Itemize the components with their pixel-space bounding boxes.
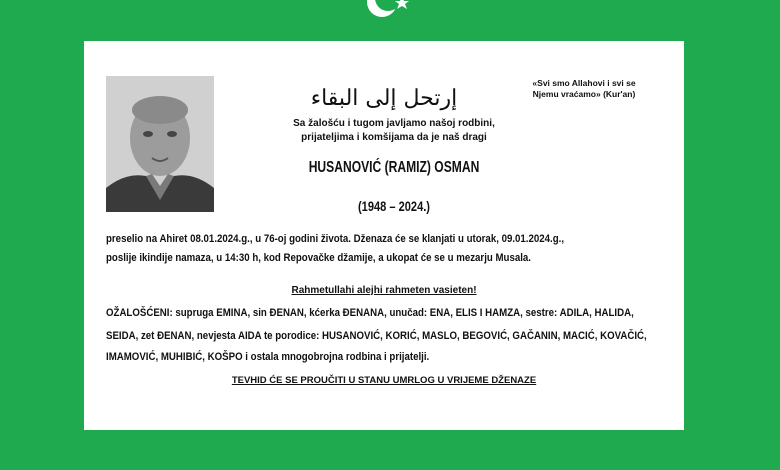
calligraphy-text: إرتحل إلى البقاء [310,86,458,111]
arabic-calligraphy [310,77,458,117]
quote-line-2: Njemu vraćamo» (Kur'an) [532,89,636,99]
blessing-label: Rahmetullahi alejhi rahmeten vasieten! [291,285,477,296]
deceased-years: (1948 – 2024.) [357,199,431,214]
obituary-card [84,41,684,430]
quote-line-1: «Svi smo Allahovi i svi se [532,78,636,88]
announcement-line-2: poslije ikindije namaza, u 14:30 h, kod Repovačke džamije, a ukopat će se u mezarju Musala. [106,252,531,264]
mourners-line-1: OŽALOŠĆENI: supruga EMINA, sin ĐENAN, kćerka ĐENANA, unučad: ENA, ELIS I HAMZA, sestre: ADILA, HALIDA, [106,307,634,319]
crescent-star-icon [348,0,428,30]
intro-line-2: prijateljima i komšijama da je naš dragi [301,132,487,143]
blessing-text [84,285,684,296]
deceased-photo [106,76,214,212]
announcement-line-1: preselio na Ahiret 08.01.2024.g., u 76-oj godini života. Dženaza će se klanjati u utorak, 09.01.2024.g., [106,233,565,245]
tevhid-notice [84,375,684,386]
mourners-line-3: IMAMOVIĆ, MUHIBIĆ, KOŠPO i ostala mnogobrojna rodbina i prijatelji. [106,351,430,363]
intro-line-1: Sa žalošću i tugom javljamo našoj rodbini, [293,118,495,129]
mourners-line-2: SEIDA, zet ĐENAN, nevjesta AIDA te porodice: HUSANOVIĆ, KORIĆ, MASLO, BEGOVIĆ, GAČANIN, MACIĆ, KOVAČIĆ, [106,330,647,342]
tevhid-label: TEVHID ĆE SE PROUČITI U STANU UMRLOG U VRIJEME DŽENAZE [231,375,537,386]
deceased-name: HUSANOVIĆ (RAMIZ) OSMAN [308,159,480,176]
quran-quote [504,78,664,100]
intro-text [264,117,524,145]
